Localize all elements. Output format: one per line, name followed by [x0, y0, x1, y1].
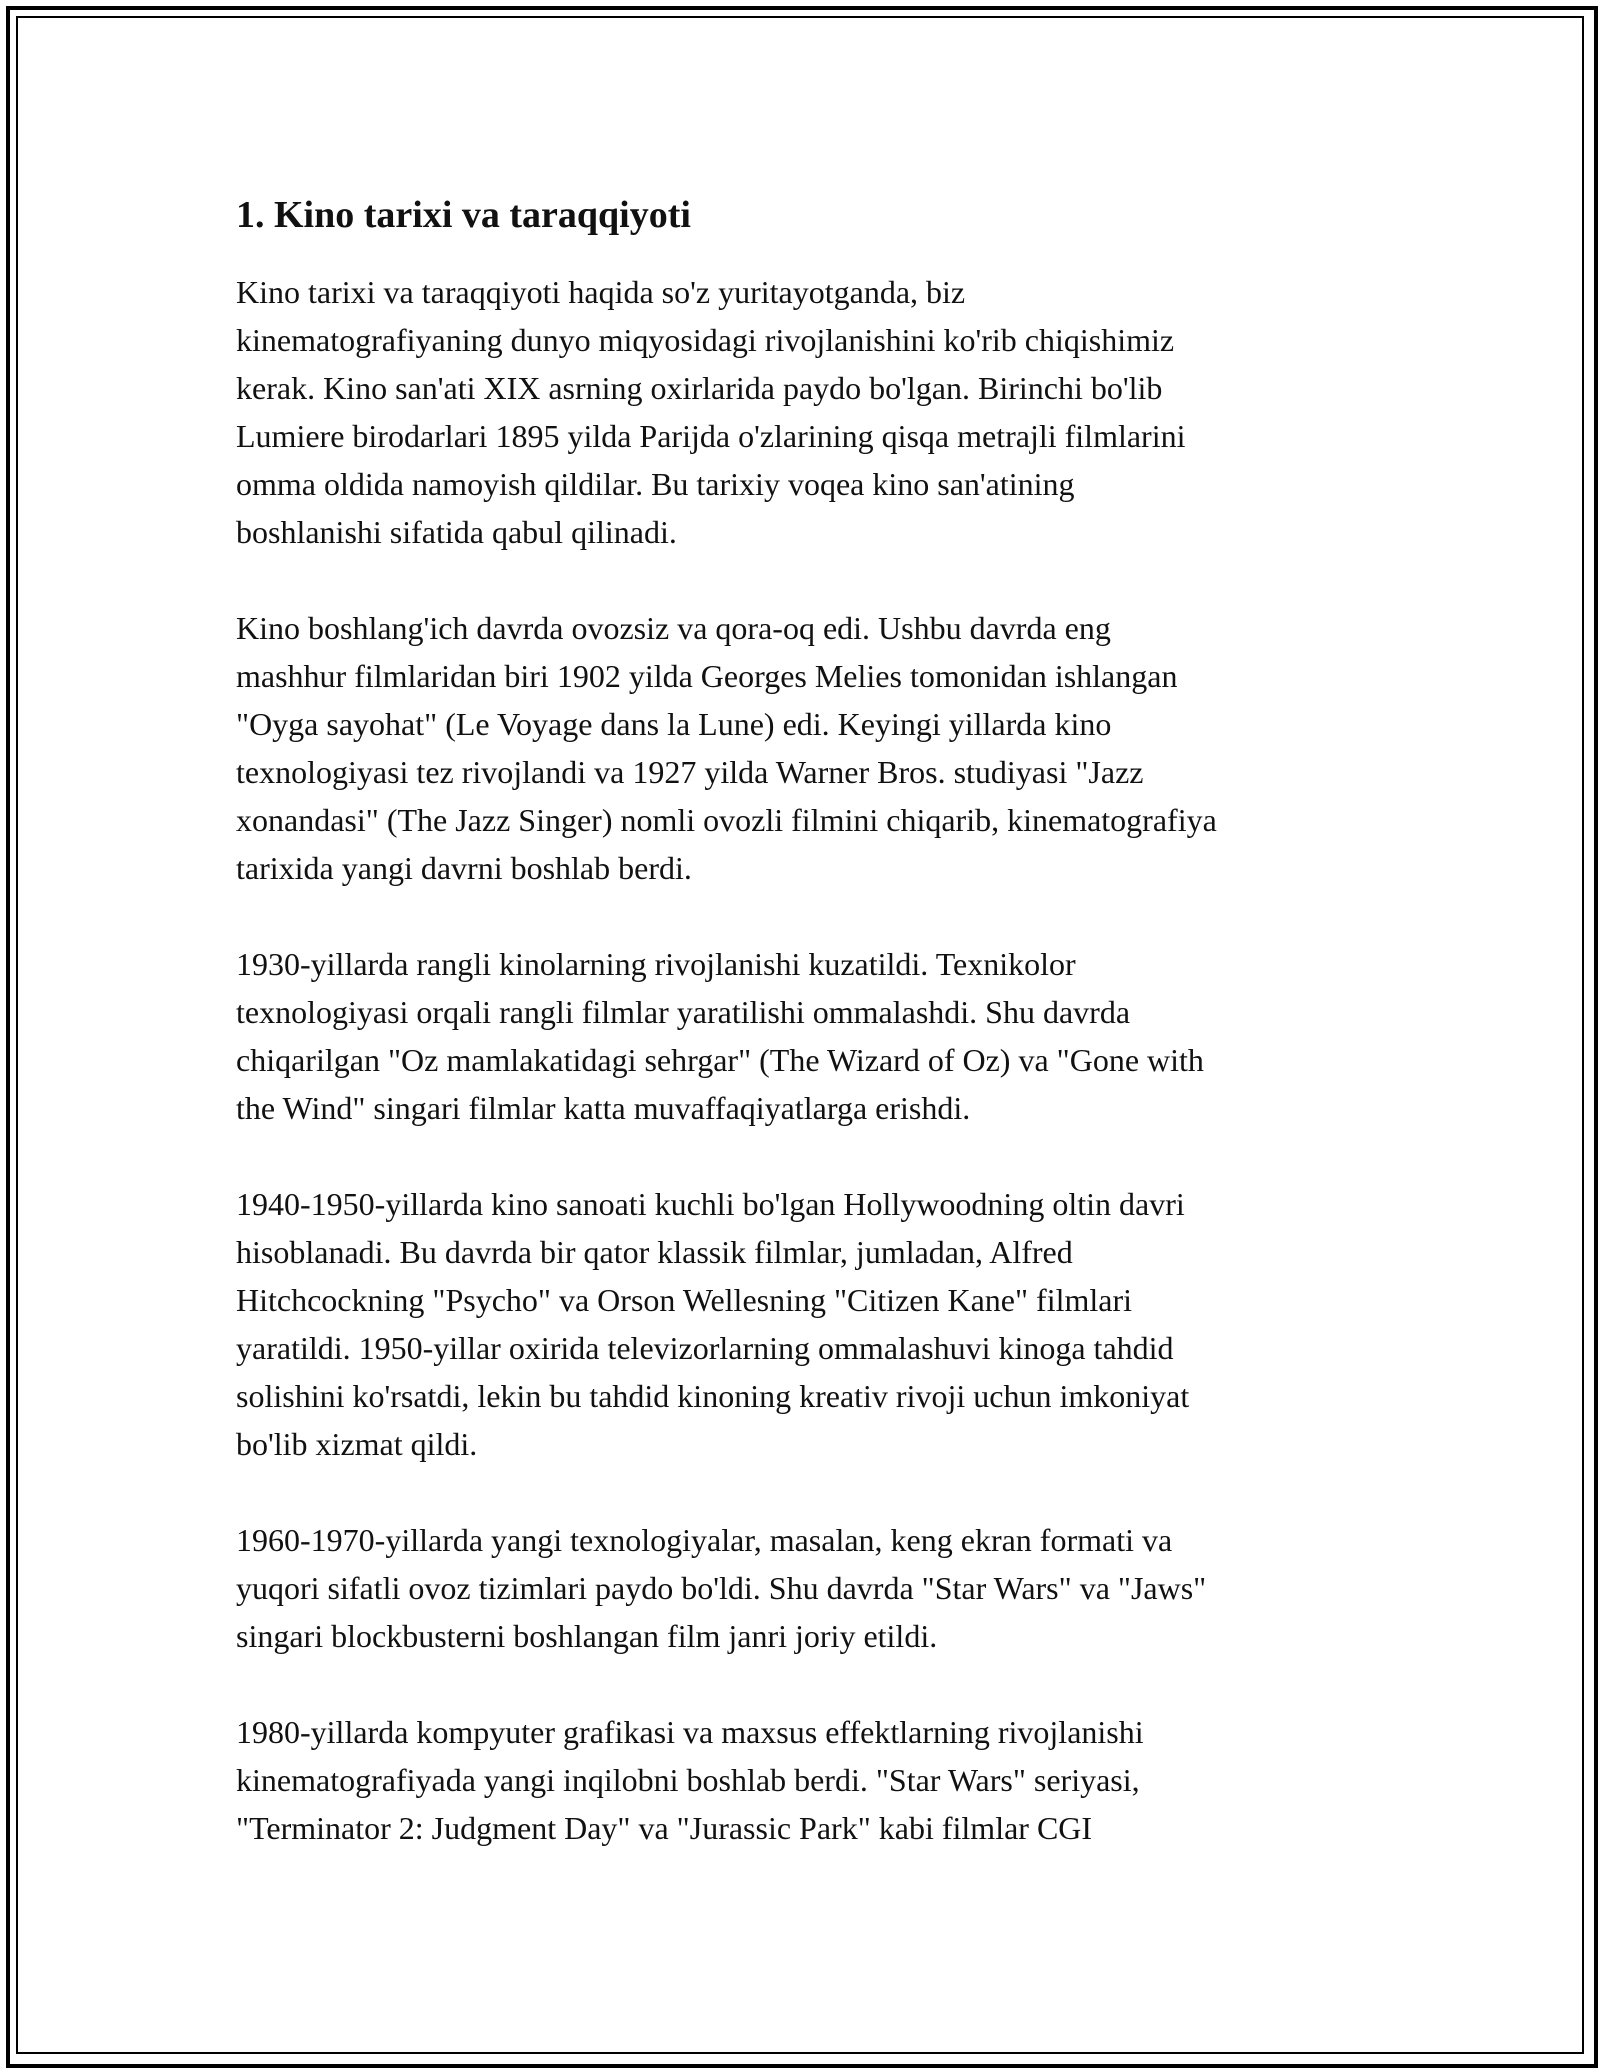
text-line: boshlanishi sifatida qabul qilinadi.: [236, 514, 677, 550]
text-line: omma oldida namoyish qildilar. Bu tarixiy voqea kino san'atining: [236, 466, 1075, 502]
text-line: bo'lib xizmat qildi.: [236, 1426, 478, 1462]
text-line: "Terminator 2: Judgment Day" va "Jurassic Park" kabi filmlar CGI: [236, 1810, 1093, 1846]
text-line: Kino boshlang'ich davrda ovozsiz va qora-oq edi. Ushbu davrda eng: [236, 610, 1111, 646]
paragraph-4: [236, 1180, 1376, 1468]
paragraph-5: [236, 1516, 1376, 1660]
text-line: kinematografiyaning dunyo miqyosidagi rivojlanishini ko'rib chiqishimiz: [236, 322, 1175, 358]
text-line: solishini ko'rsatdi, lekin bu tahdid kinoning kreativ rivoji uchun imkoniyat: [236, 1378, 1190, 1414]
text-line: 1940-1950-yillarda kino sanoati kuchli bo'lgan Hollywoodning oltin davri: [236, 1186, 1185, 1222]
text-line: 1930-yillarda rangli kinolarning rivojlanishi kuzatildi. Texnikolor: [236, 946, 1076, 982]
text-line: kerak. Kino san'ati XIX asrning oxirlarida paydo bo'lgan. Birinchi bo'lib: [236, 370, 1163, 406]
text-line: texnologiyasi orqali rangli filmlar yaratilishi ommalashdi. Shu davrda: [236, 994, 1131, 1030]
paragraph-6: [236, 1708, 1376, 1852]
text-line: tarixida yangi davrni boshlab berdi.: [236, 850, 692, 886]
text-line: Kino tarixi va taraqqiyoti haqida so'z yuritayotganda, biz: [236, 274, 966, 310]
text-line: texnologiyasi tez rivojlandi va 1927 yilda Warner Bros. studiyasi "Jazz: [236, 754, 1144, 790]
paragraph-3: [236, 940, 1376, 1132]
text-line: Hitchcockning "Psycho" va Orson Wellesning "Citizen Kane" filmlari: [236, 1282, 1133, 1318]
paragraph-1: [236, 268, 1376, 556]
text-line: the Wind" singari filmlar katta muvaffaqiyatlarga erishdi.: [236, 1090, 971, 1126]
text-line: xonandasi" (The Jazz Singer) nomli ovozli filmini chiqarib, kinematografiya: [236, 802, 1217, 838]
text-line: chiqarilgan "Oz mamlakatidagi sehrgar" (The Wizard of Oz) va "Gone with: [236, 1042, 1204, 1078]
text-line: 1960-1970-yillarda yangi texnologiyalar, masalan, keng ekran formati va: [236, 1522, 1173, 1558]
text-line: 1980-yillarda kompyuter grafikasi va maxsus effektlarning rivojlanishi: [236, 1714, 1144, 1750]
paragraph-2: [236, 604, 1376, 892]
text-line: hisoblanadi. Bu davrda bir qator klassik filmlar, jumladan, Alfred: [236, 1234, 1073, 1270]
text-line: yuqori sifatli ovoz tizimlari paydo bo'ldi. Shu davrda "Star Wars" va "Jaws": [236, 1570, 1207, 1606]
text-line: "Oyga sayohat" (Le Voyage dans la Lune) edi. Keyingi yillarda kino: [236, 706, 1112, 742]
text-line: mashhur filmlaridan biri 1902 yilda Georges Melies tomonidan ishlangan: [236, 658, 1178, 694]
document-body: [236, 190, 1376, 1900]
text-line: kinematografiyada yangi inqilobni boshlab berdi. "Star Wars" seriyasi,: [236, 1762, 1140, 1798]
text-line: Lumiere birodarlari 1895 yilda Parijda o'zlarining qisqa metrajli filmlarini: [236, 418, 1186, 454]
text-line: yaratildi. 1950-yillar oxirida televizorlarning ommalashuvi kinoga tahdid: [236, 1330, 1174, 1366]
text-line: singari blockbusterni boshlangan film janri joriy etildi.: [236, 1618, 938, 1654]
section-heading: 1. Kino tarixi va taraqqiyoti: [236, 194, 691, 236]
